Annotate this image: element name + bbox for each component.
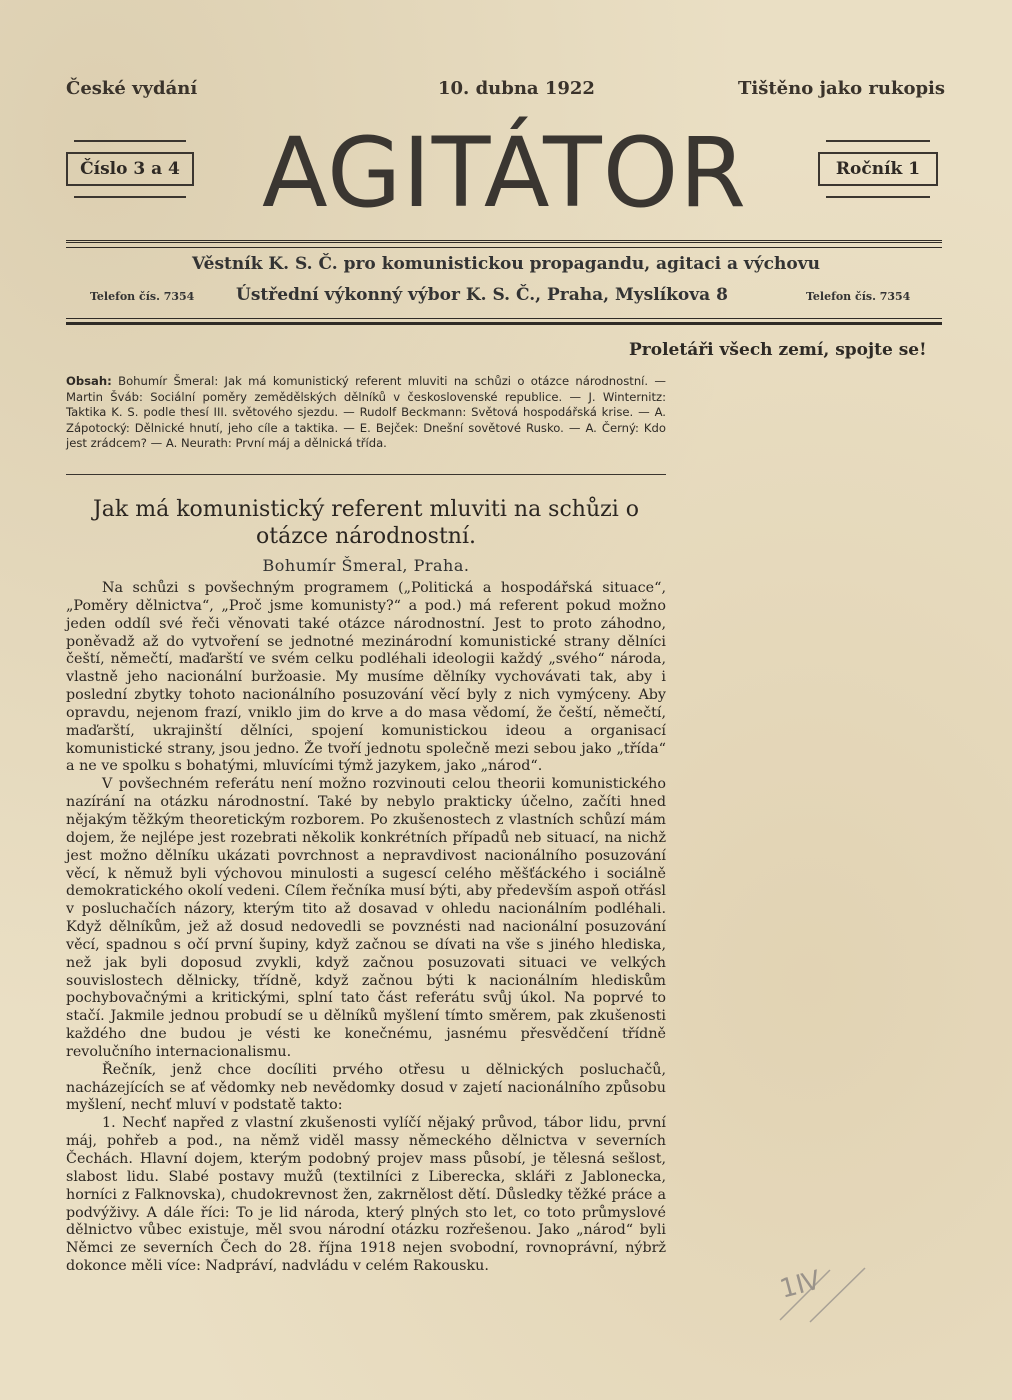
slogan: Proletáři všech zemí, spojte se! xyxy=(629,340,927,360)
article-body xyxy=(66,580,666,1276)
masthead-rule-bottom xyxy=(66,318,942,325)
table-of-contents xyxy=(66,374,666,452)
masthead-rule-top xyxy=(66,240,942,248)
issue-date: 10. dubna 1922 xyxy=(438,78,595,99)
article-paragraph: V povšechném referátu není možno rozvinouti celou theorii komunistického nazírání na otázku národnostní. Také by nebylo prakticky účelno, začíti hned nějakým těžkým theoretickým rozborem. Po zkušenostech z vlastních schůzí mám dojem, že nejlépe jest rozebrati několik konkrétních případů neb situací, na nichž jest možno dělníku ukázati povrchnost a nepravdivost nacionálního posuzování věcí, k němuž byli výchovou minulosti a sugescí celého měšťáckého i sociálně demokratického okolí vedeni. Cílem řečníka musí býti, aby především aspoň otřásl v posluchačích názory, kterým tito až dosavad v ohledu nacionálním podléhali. Když dělníkům, jež až dosud nedovedli se povznésti nad nacionální posuzování věcí, spadnou s očí první šupiny, když začnou se dívati na vše s jiného hlediska, než jak byli doposud zvykli, když začnou posuzovati situaci ve velkých souvislostech dělnicky, třídně, když začnou býti k nacionálním hlediskům pochybovačnými a kritickými, splní tato část referátu svůj úkol. Na poprvé to stačí. Jakmile jednou probudí se u dělníků myšlení tímto směrem, pak zkušenosti každého dne budou je vésti ke konečnému, jasnému přesvědčení třídně revolučního internacionalismu. xyxy=(66,776,666,1060)
article-author: Bohumír Šmeral, Praha. xyxy=(262,556,470,575)
contents-label: Obsah: xyxy=(66,374,112,388)
article-paragraph: Na schůzi s povšechným programem („Politická a hospodářská situace“, „Poměry dělnictva“, „Proč jsme komunisty?“ a pod.) má referent pokud možno jeden oddíl své řeči věnovati také otázce národnostní. Jest to proto záhodno, poněvadž až do vytvoření se jednotné mezinárodní komunistické strany dělníci čeští, němečtí, maďarští ve svém celku podléhali ideologii každý „svého“ národa, vlastně jeho nacionální buržoasie. My musíme dělníky vychovávati tak, aby i poslední zbytky tohoto nacionálního posuzování věcí byly z nich vymýceny. Aby opravdu, nejenom frazí, vniklo jim do krve a do masa vědomí, že čeští, němečtí, maďarští, ukrajinští dělníci, spojení komunistickou ideou a organisací komunistické strany, jsou jedno. Že tvoří jednotu společně mezi sebou jako „třída“ a ne ve spolku s bohatými, mluvícími týmž jazykem, jako „národ“. xyxy=(66,580,666,775)
phone-right: Telefon čís. 7354 xyxy=(806,290,911,303)
volume-label: Ročník 1 xyxy=(835,159,921,179)
issue-number-box xyxy=(66,152,194,186)
edition-label: České vydání xyxy=(66,78,198,99)
volume-box xyxy=(818,152,938,186)
article-paragraph: 1. Nechť napřed z vlastní zkušenosti vylíčí nějaký průvod, tábor lidu, první máj, pohřeb a pod., na němž viděl massy německého dělnictva v severních Čechách. Hlavní dojem, kterým podobný projev mass působí, je tělesná sešlost, slabost lidu. Slabé postavy mužů (textilníci z Liberecka, skláři z Jablonecka, horníci z Falknovska), chudokrevnost žen, zakrnělost dětí. Důsledky těžké práce a podvýživy. A dále říci: To je lid národa, který plných sto let, co toto průmyslové dělnictvo vůbec existuje, měl svou národní otázku rozřešenou. Jako „národ“ byli Němci ze severních Čech do 28. října 1918 nejen svobodní, rovnoprávní, nýbrž dokonce měli více: Nadpráví, nadvládu v celém Rakousku. xyxy=(66,1115,666,1275)
masthead-subtitle: Věstník K. S. Č. pro komunistickou propagandu, agitaci a výchovu xyxy=(192,254,820,274)
phone-left: Telefon čís. 7354 xyxy=(90,290,195,303)
contents-text: Bohumír Šmeral: Jak má komunistický referent mluviti na schůzi o otázce národnostní. — Martin Šváb: Sociální poměry zemědělských dělníků v československé republice. — J. Winternitz: Taktika K. S. podle thesí III. světového sjezdu. — Rudolf Beckmann: Světová hospodářská krise. — A. Zápotocký: Dělnické hnutí, jeho cíle a taktika. — E. Bejček: Dnešní sovětové Rusko. — A. Černý: Kdo jest zrádcem? — A. Neurath: První máj a dělnická třída. xyxy=(66,374,666,450)
issue-number-label: Číslo 3 a 4 xyxy=(80,159,180,179)
pencil-mark: 1Ⅳ xyxy=(776,1265,824,1305)
publisher-address: Ústřední výkonný výbor K. S. Č., Praha, Myslíkova 8 xyxy=(236,285,728,305)
article-paragraph: Řečník, jenž chce docíliti prvého otřesu u dělnických posluchačů, nacházejících se ať vědomky neb nevědomky dosud v zajetí nacionálního způsobu myšlení, nechť mluví v podstatě takto: xyxy=(66,1061,666,1114)
print-note: Tištěno jako rukopis xyxy=(738,78,946,99)
masthead-title: AGITÁTOR xyxy=(262,117,747,229)
article-title: Jak má komunistický referent mluviti na schůzi o otázce národnostní. xyxy=(92,497,639,549)
contents-divider xyxy=(66,474,666,475)
